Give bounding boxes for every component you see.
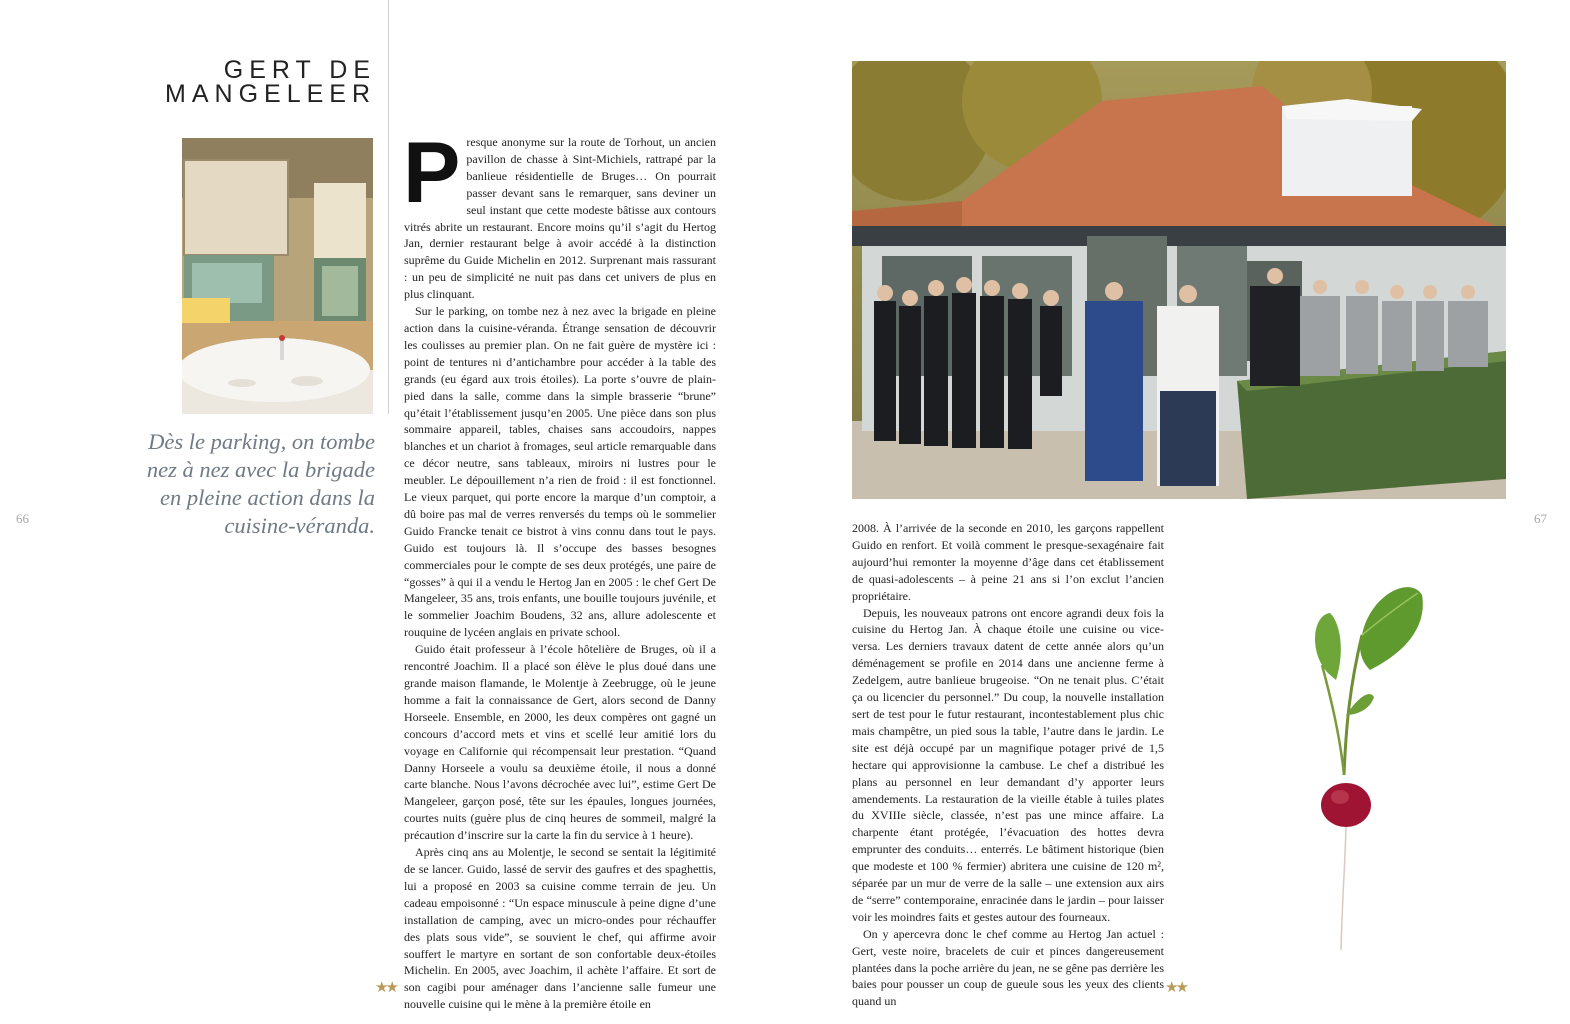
page-number-right: 67	[1534, 511, 1547, 526]
dining-room-photo	[182, 138, 373, 414]
paragraph: Depuis, les nouveaux patrons ont encore agrandi deux fois la cuisine du Hertog Jan. À chaque étoile une cuisine ou vice-versa. Les derniers travaux datent de cette année alors qu’un déménagement se profile en 2014 dans une ancienne ferme à Zedelgem, autre banlieue brugeoise. “On ne tenait plus. C’était ça ou licencier du personnel.” Du coup, la nouvelle installation sert de test pour le futur restaurant, incontestablement plus chic mais champêtre, un pied sous la table, l’autre dans le jardin. Le site est déjà occupé par un magnifique potager privé de 1,5 hectare qui approvisionne la cambuse. Le chef a distribué les plans au personnel en leur demandant d’y apporter leurs amendements. La restauration de la vieille étable à tuiles plates du XVIIIe siècle, classée, n’est pas une mince affaire. La charpente étant protégée, l’évacuation des hottes devra emprunter des conduits… enterrés. Le bâtiment historique (bien que modeste et 100 % fermier) abritera une cuisine de 120 m², séparée par un mur de verre de la salle – une extension aux airs de “serre” contemporaine, enracinée dans le jardin – pour laisser voir les moindres faits et gestes autour des fourneaux.	[852, 605, 1164, 924]
paragraph: resque anonyme sur la route de Torhout, un ancien pavillon de chasse à Sint-Michiels, rattrapé par la banlieue résidentielle de Bruges… On pourrait passer devant sans le remarquer, sans deviner un seul instant que cette modeste bâtisse aux contours vitrés abrite un restaurant. Encore moins qu’il s’agit du Hertog Jan, dernier restaurant belge à avoir accédé à la distinction suprême du Guide Michelin en 2012. Surprenant mais rassurant : un peu de simplicité ne nuit pas dans cet univers de plus en plus clinquant.	[404, 135, 716, 302]
stars-ornament-left: ★★	[375, 980, 396, 996]
paragraph: On y apercevra donc le chef comme au Hertog Jan actuel : Gert, veste noire, bracelets de cuir et pinces dangereusement plantées dans la poche arrière du jean, ne se gêne pas derrière les baies pour pousser un coup de gueule sous les yeux des clients quand un	[852, 926, 1164, 1009]
team-photo	[852, 61, 1506, 499]
paragraph: Après cinq ans au Molentje, le second se sentait la légitimité de se lancer. Guido, lassé de servir des gaufres et des spaghettis, lui a proposé en 2003 sa cuisine comme terrain de jeu. Un cadeau empoisonné : “Un espace minuscule à peine digne d’une installation de camping, avec un micro-ondes pour réchauffer des plats sous vide”, se souvient le chef, qui affirme avoir souffert le martyre en sortant de son confortable deux-étoiles Michelin. En 2005, avec Joachim, il achète l’affaire. Et sort de son cagibi pour aménager dans l’ancienne salle fumeur une nouvelle cuisine qui le mène à la première étoile en	[404, 845, 716, 1012]
title-line-2: MANGELEER	[165, 80, 376, 108]
article-column-left	[403, 125, 716, 1013]
drop-cap: P	[403, 125, 461, 221]
paragraph: Sur le parking, on tombe nez à nez avec la brigade en pleine action dans la cuisine-véranda. Étrange sensation de découvrir les coulisses au premier plan. On ne fait guère de mystère ici : point de tentures ni d’antichambre pour accéder à la table des grands (eu égard aux trois étoiles). La porte s’ouvre de plain-pied dans la salle, comme dans la simple brasserie “brune” qu’était l’établissement jusqu’en 2005. Une pièce dans son plus sommaire appareil, tables, chaises sans accoudoirs, nappes blanches et un chariot à fromages, seul article remarquable dans ce décor neutre, sans tableaux, miroirs ni lustres pour le meubler. Le dépouillement n’a rien de froid : il est fonctionnel. Le vieux parquet, qui porte encore la marque d’un comptoir, a dû boire pas mal de verres renversés du temps où le sommelier Guido Francke tenait ce bistrot à vins connu dans tout le pays. Guido est toujours là. Il s’occupe des basses besognes commerciales pour le compte de ses deux protégés, une paire de “gosses” à qui il a vendu le Hertog Jan en 2005 : le chef Gert De Mangeleer, 35 ans, trois enfants, une bouille toujours juvénile, et le sommelier Joachim Boudens, 32 ans, allure adolescente et rouquine de lycéen anglais en private school.	[404, 304, 716, 640]
radish-image	[1300, 575, 1430, 955]
pull-quote: Dès le parking, on tombe nez à nez avec la brigade en pleine action dans la cuisine-véranda.	[146, 429, 375, 538]
title-line-1: GERT DE	[223, 56, 376, 84]
vertical-rule	[388, 0, 389, 414]
paragraph: Guido était professeur à l’école hôtelière de Bruges, où il a rencontré Joachim. Il a placé son élève le plus doué dans une grande maison flamande, le Molentje à Zeebrugge, où le jeune homme a fait la connaissance de Gert, alors second de Danny Horseele. Ensemble, en 2000, les deux compères ont gagné un concours d’accord mets et vins et scellé leur amitié lors du voyage en Californie qui récompensait leur prestation. “Quand Danny Horseele a voulu sa deuxième étoile, il nous a donné carte blanche. Nous l’avons décrochée avec lui”, estime Gert De Mangeleer, garçon posé, tête sur les épaules, longues journées, courtes nuits (guère plus de cinq heures de sommeil, malgré la précaution d’inscrire sur la carte la fin du service à 1 heure).	[404, 642, 716, 843]
page-number-left: 66	[16, 511, 29, 526]
stars-ornament-right: ★★	[1165, 980, 1186, 996]
article-column-right	[852, 520, 1164, 1010]
paragraph: 2008. À l’arrivée de la seconde en 2010, les garçons rappellent Guido en renfort. Et voilà comment le presque-sexagénaire fait aujourd’hui remonter la moyenne d’âge dans cet établissement de quasi-adolescents – à peine 21 ans si l’on exclut l’ancien propriétaire.	[852, 521, 1164, 603]
page-title	[165, 58, 376, 106]
